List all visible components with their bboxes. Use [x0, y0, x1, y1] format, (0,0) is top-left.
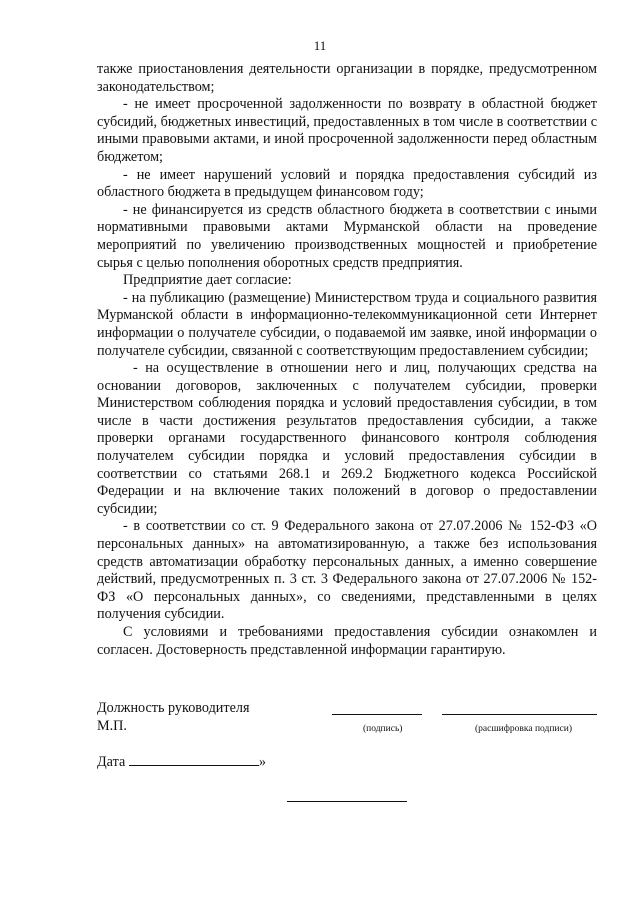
paragraph: - на осуществление в отношении него и лиц, получающих средства на основании договоров, заключенных с получателем субсидии, проверки Министерством соблюдения порядка и условий предоставления субсидии, в том числе в части достижения результатов предоставления субсидии, а также проверки органами государственного финансового контроля соблюдения получателем субсидии порядка и условий предоставления субсидии в соответствии со статьями 268.1 и 269.2 Бюджетного кодекса Российской Федерации и на включение таких положений в договор о предоставлении субсидии; [97, 360, 597, 517]
date-label: Дата [97, 754, 126, 770]
date-suffix: » [258, 754, 266, 770]
paragraph: Предприятие дает согласие: [123, 272, 292, 289]
stamp-label: М.П. [97, 718, 127, 734]
signature-line [332, 714, 422, 715]
decode-caption: (расшифровка подписи) [475, 724, 572, 734]
bottom-rule [287, 801, 407, 802]
document-body [97, 61, 597, 659]
date-row [97, 753, 266, 771]
date-blank [129, 753, 259, 766]
page-number: 11 [313, 38, 327, 53]
paragraph: - в соответствии со ст. 9 Федерального закона от 27.07.2006 № 152-ФЗ «О персональных данных» на автоматизированную, а также без использования средств автоматизации обработку персональных данных, а именно совершение действий, предусмотренных п. 3 ст. 3 Федерального закона от 27.07.2006 № 152-ФЗ «О персональных данных», со сведениями, представленными в целях получения субсидии. [97, 518, 597, 623]
paragraph: - на публикацию (размещение) Министерством труда и социального развития Мурманской области в информационно-телекоммуникационной сети Интернет информации о получателе субсидии, о подаваемой им заявке, иной информации о получателе субсидии, связанной с соответствующим предоставлением субсидии; [97, 289, 597, 359]
paragraph: - не имеет просроченной задолженности по возврату в областной бюджет субсидий, бюджетных инвестиций, предоставленных в том числе в соответствии с иными правовыми актами, и иной просроченной задолженности перед областным бюджетом; [97, 96, 597, 165]
paragraph: С условиями и требованиями предоставления субсидии ознакомлен и согласен. Достоверность представленной информации гарантирую. [97, 624, 597, 658]
decode-line [442, 714, 597, 715]
signature-caption: (подпись) [363, 724, 403, 734]
position-label: Должность руководителя [97, 700, 250, 716]
paragraph: - не имеет нарушений условий и порядка предоставления субсидий из областного бюджета в предыдущем финансовом году; [97, 166, 597, 201]
paragraph: - не финансируется из средств областного бюджета в соответствии с иными нормативными правовыми актами Мурманской области на проведение мероприятий по увеличению производственных мощностей и приобретение сырья с целью пополнения оборотных средств предприятия. [97, 201, 597, 271]
paragraph: также приостановления деятельности организации в порядке, предусмотренном законодательством; [97, 61, 597, 95]
